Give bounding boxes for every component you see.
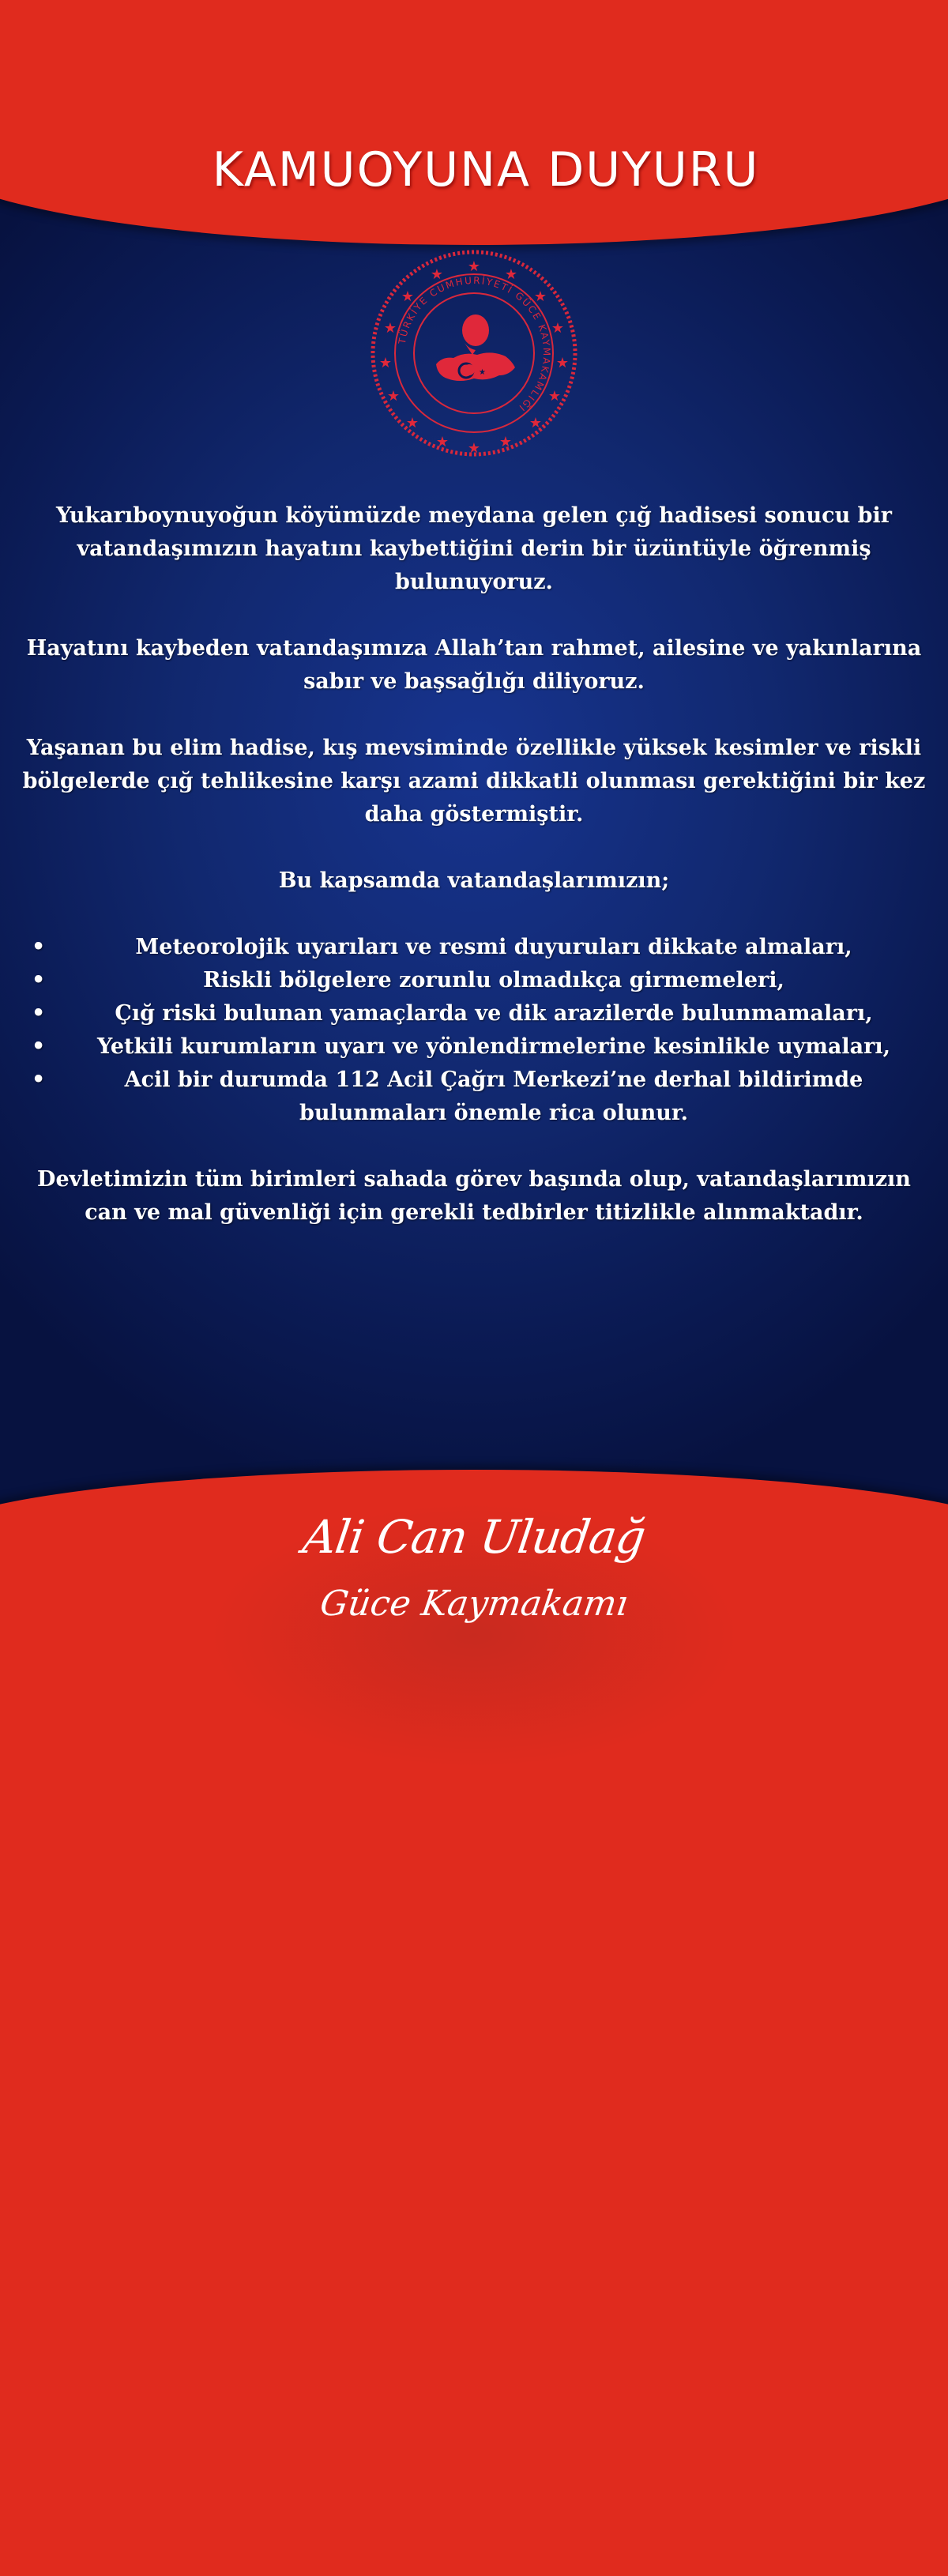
svg-text:★: ★ [383, 320, 397, 336]
list-item [16, 1030, 932, 1064]
list-item [16, 964, 932, 997]
list-item [16, 1064, 932, 1130]
svg-text:★: ★ [467, 440, 481, 456]
svg-text:★: ★ [378, 355, 393, 371]
list-item [16, 997, 932, 1030]
svg-text:TÜRKİYE CUMHURİYETİ GÜCE KAYMA: TÜRKİYE CUMHURİYETİ GÜCE KAYMAKAMLIĞI [396, 274, 553, 415]
list-item [16, 931, 932, 964]
list-item-text: Meteorolojik uyarıları ve resmi duyuruları dikkate almaları, [135, 935, 852, 959]
bullet-icon: • [32, 1034, 46, 1059]
top-red-band [0, 0, 948, 245]
list-item-text: Acil bir durumda 112 Acil Çağrı Merkezi’ne derhal bildirimde bulunmaları önemle rica olunur. [124, 1068, 863, 1125]
bullet-icon: • [32, 968, 46, 992]
paragraph-condolence-intro: Yukarıboynuyoğun köyümüzde meydana gelen çığ hadisesi sonucu bir vatandaşımızın hayatını kaybettiğini derin bir üzüntüyle öğrenmiş bulunuyoruz. [56, 503, 892, 594]
list-item-text: Yetkili kurumların uyarı ve yönlendirmelerine kesinlikle uymaları, [96, 1034, 891, 1059]
bullet-icon: • [32, 1001, 46, 1026]
list-item-text: Çığ riski bulunan yamaçlarda ve dik arazilerde bulunmamaları, [115, 1001, 873, 1026]
bullet-icon: • [32, 935, 46, 959]
signatory-title: Güce Kaymakamı [318, 1584, 631, 1624]
paragraph-closing: Devletimizin tüm birimleri sahada görev başında olup, vatandaşlarımızın can ve mal güvenliği için gerekli tedbirler titizlikle alınmaktadır. [37, 1167, 911, 1225]
bullet-icon: • [32, 1068, 46, 1092]
svg-text:★: ★ [533, 288, 547, 304]
bottom-red-band [0, 1470, 948, 2576]
svg-text:★: ★ [504, 266, 518, 282]
svg-text:★: ★ [405, 415, 419, 431]
paragraph-warning: Yaşanan bu elim hadise, kış mevsiminde özellikle yüksek kesimler ve riskli bölgelerde çığ tehlikesine karşı azami dikkatli olunması gerektiğini bir kez daha göstermiştir. [22, 736, 926, 827]
announcement-body [16, 499, 932, 1263]
list-item-text: Riskli bölgelere zorunlu olmadıkça girmemeleri, [203, 968, 784, 992]
svg-text:★: ★ [479, 368, 486, 377]
page-title: KAMUOYUNA DUYURU [212, 142, 760, 198]
svg-text:★: ★ [467, 258, 481, 274]
advice-list [16, 931, 932, 1130]
svg-text:★: ★ [529, 415, 543, 431]
emblem-center [436, 314, 515, 381]
svg-text:★: ★ [430, 266, 444, 282]
svg-text:★: ★ [547, 388, 562, 404]
paragraph-condolence-wishes: Hayatını kaybeden vatandaşımıza Allah’tan rahmet, ailesine ve yakınlarına sabır ve başsağlığı diliyoruz. [26, 636, 922, 694]
svg-text:★: ★ [551, 320, 565, 336]
signature-block [0, 1505, 948, 1632]
svg-text:★: ★ [401, 288, 415, 304]
svg-text:★: ★ [435, 434, 450, 450]
seal-icon [368, 247, 580, 459]
signatory-name: Ali Can Uludağ [299, 1510, 649, 1564]
svg-text:★: ★ [555, 355, 570, 371]
paragraph-lead-in: Bu kapsamda vatandaşlarımızın; [278, 868, 670, 893]
svg-text:★: ★ [386, 388, 401, 404]
svg-text:★: ★ [498, 434, 513, 450]
